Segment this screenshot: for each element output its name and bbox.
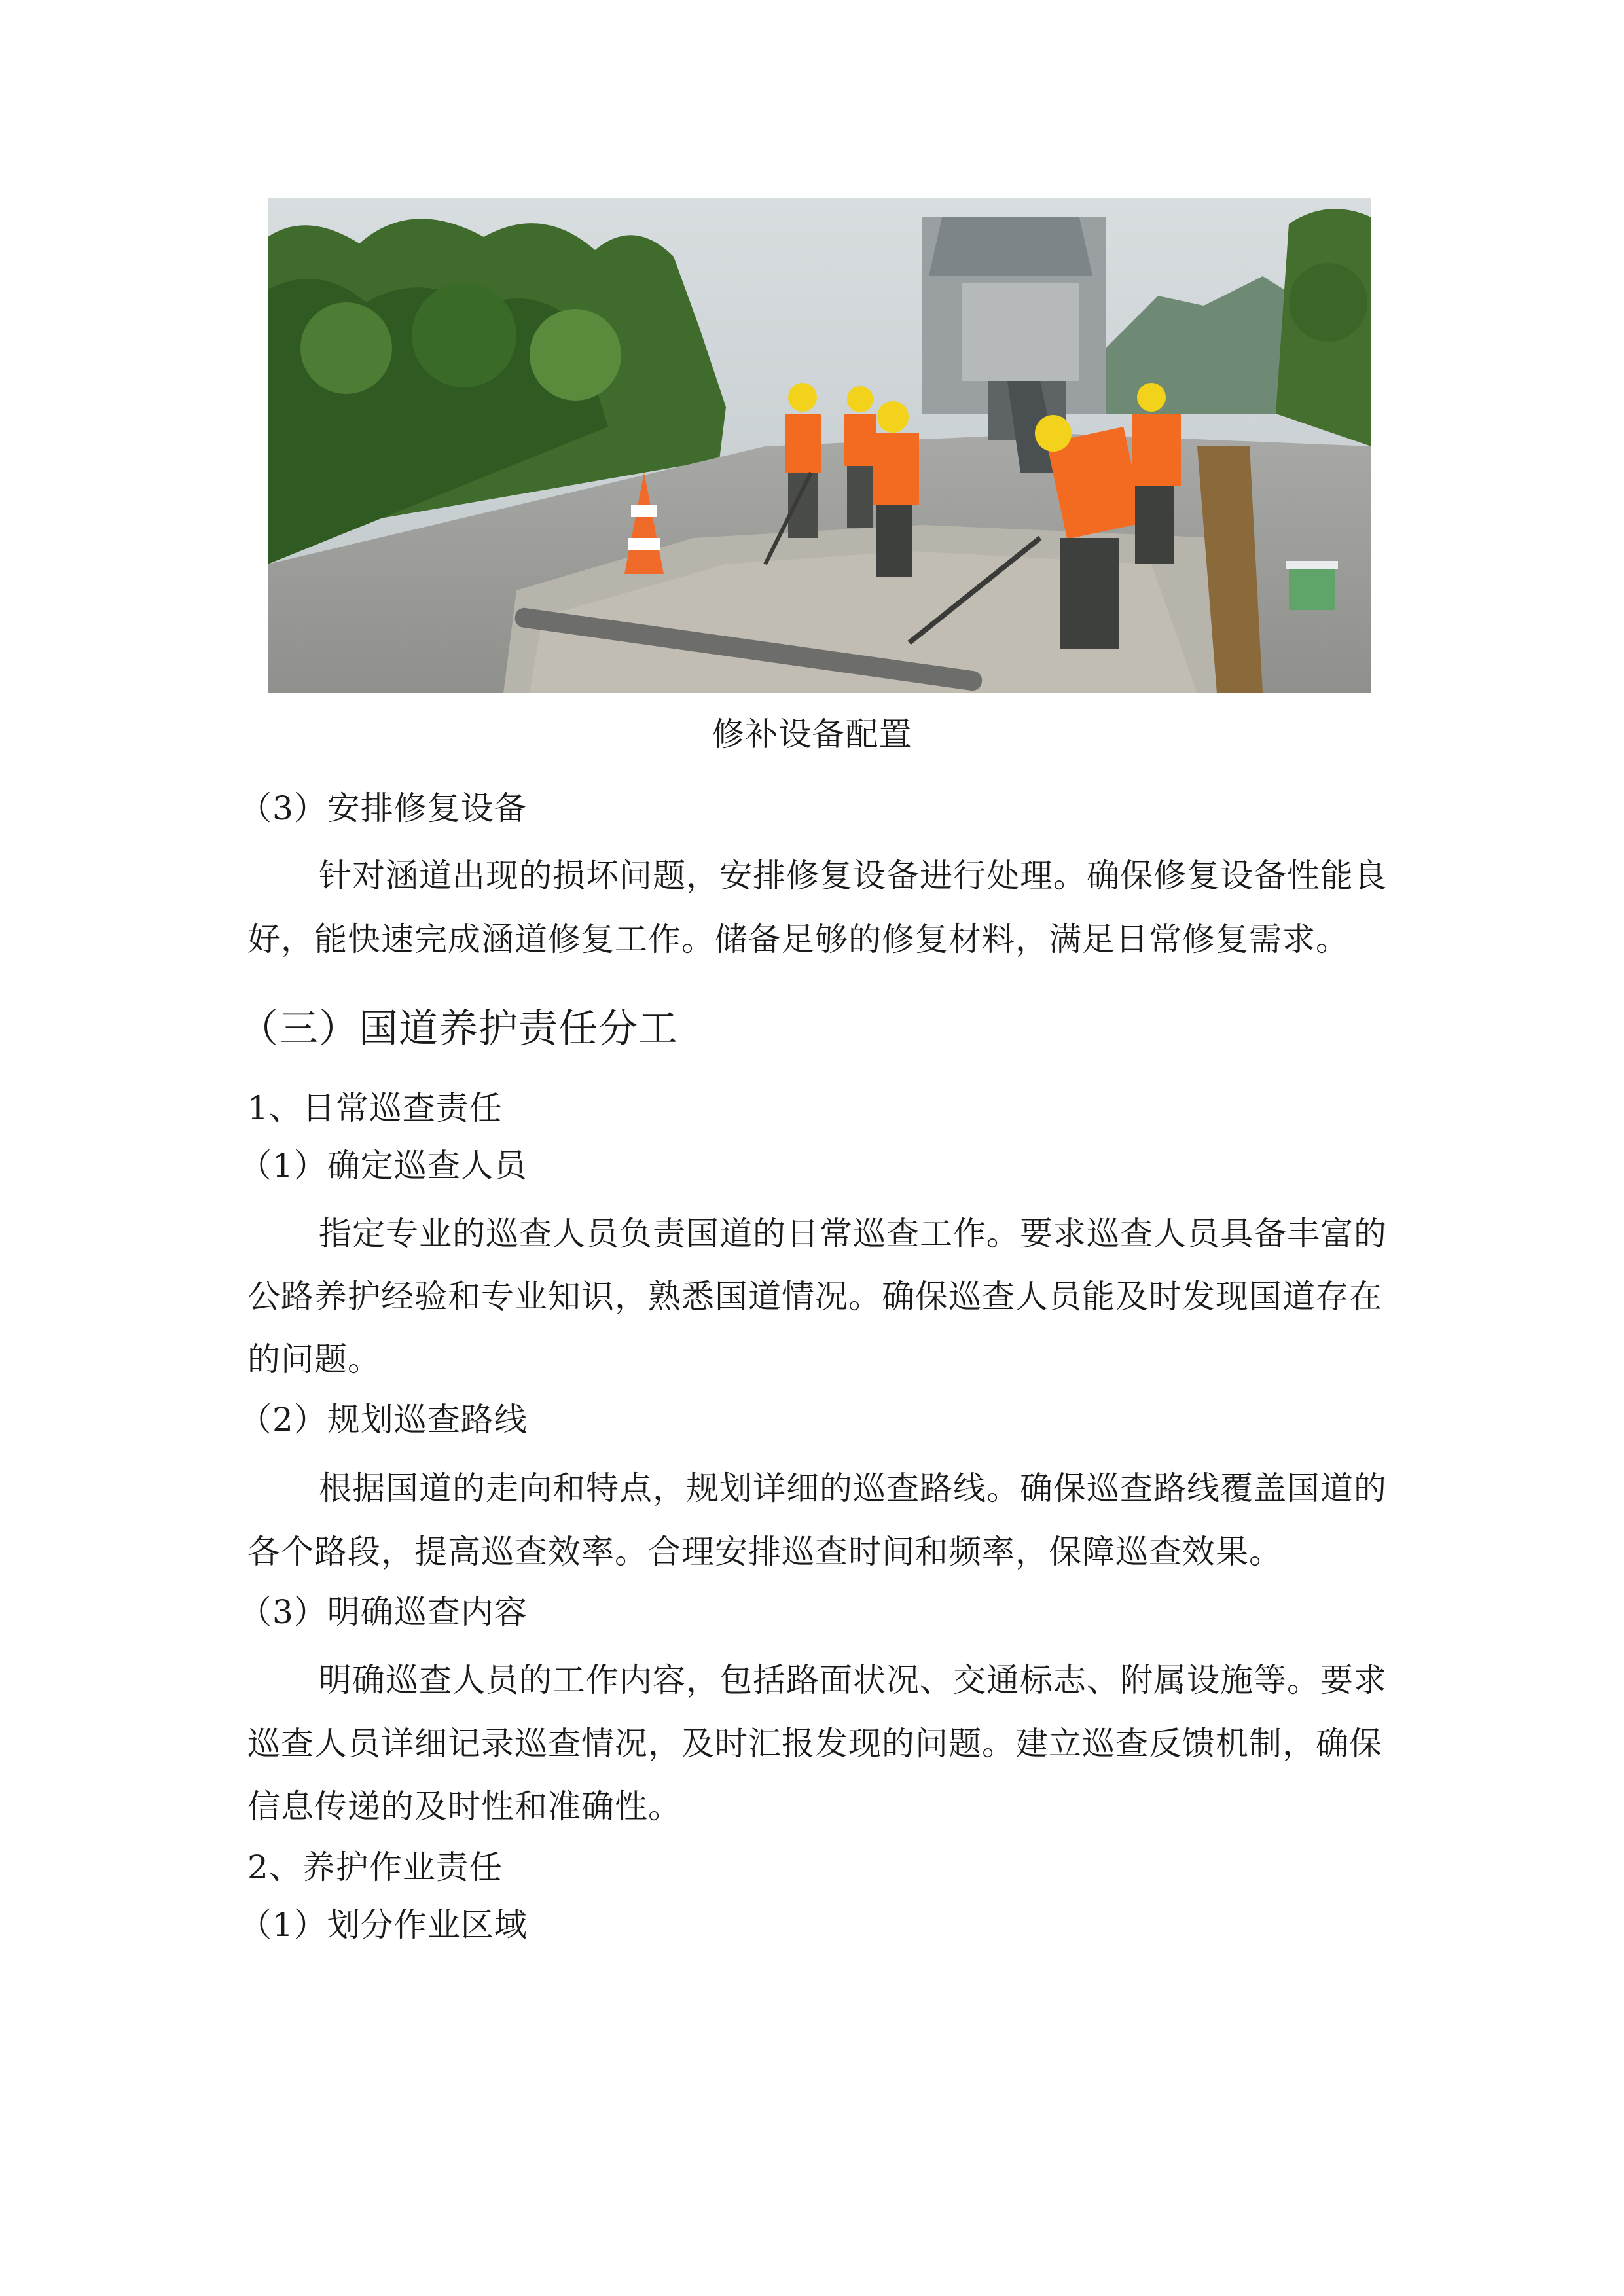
paragraph-line: 根据国道的走向和特点，规划详细的巡查路线。确保巡查路线覆盖国道的: [319, 1469, 1387, 1507]
item-title: 1、日常巡查责任: [247, 1089, 503, 1127]
road-repair-photo: [268, 198, 1371, 693]
paragraph-line: 各个路段，提高巡查效率。合理安排巡查时间和频率，保障巡查效果。: [247, 1533, 1282, 1571]
subheading: （1）划分作业区域: [239, 1906, 528, 1944]
road-repair-illustration: [268, 198, 1371, 693]
paragraph-line: 针对涵道出现的损坏问题，安排修复设备进行处理。确保修复设备性能良: [319, 857, 1387, 895]
paragraph-line: 指定专业的巡查人员负责国道的日常巡查工作。要求巡查人员具备丰富的: [319, 1215, 1387, 1253]
paragraph-line: 公路养护经验和专业知识，熟悉国道情况。确保巡查人员能及时发现国道存在: [247, 1278, 1382, 1316]
subheading-arrange-repair-equipment: （3）安排修复设备: [239, 789, 528, 827]
subheading: （1）确定巡查人员: [239, 1147, 528, 1185]
paragraph-line: 明确巡查人员的工作内容，包括路面状况、交通标志、附属设施等。要求: [319, 1661, 1387, 1699]
subheading: （3）明确巡查内容: [239, 1593, 528, 1631]
item-title: 2、养护作业责任: [247, 1848, 503, 1886]
subheading: （2）规划巡查路线: [239, 1401, 528, 1439]
paragraph-line: 巡查人员详细记录巡查情况，及时汇报发现的问题。建立巡查反馈机制，确保: [247, 1725, 1382, 1763]
section-title: （三）国道养护责任分工: [239, 1006, 678, 1052]
figure-caption: 修补设备配置: [712, 715, 912, 753]
paragraph-line: 信息传递的及时性和准确性。: [247, 1787, 681, 1825]
paragraph-line: 的问题。: [247, 1340, 381, 1378]
paragraph-line: 好，能快速完成涵道修复工作。储备足够的修复材料，满足日常修复需求。: [247, 920, 1349, 958]
